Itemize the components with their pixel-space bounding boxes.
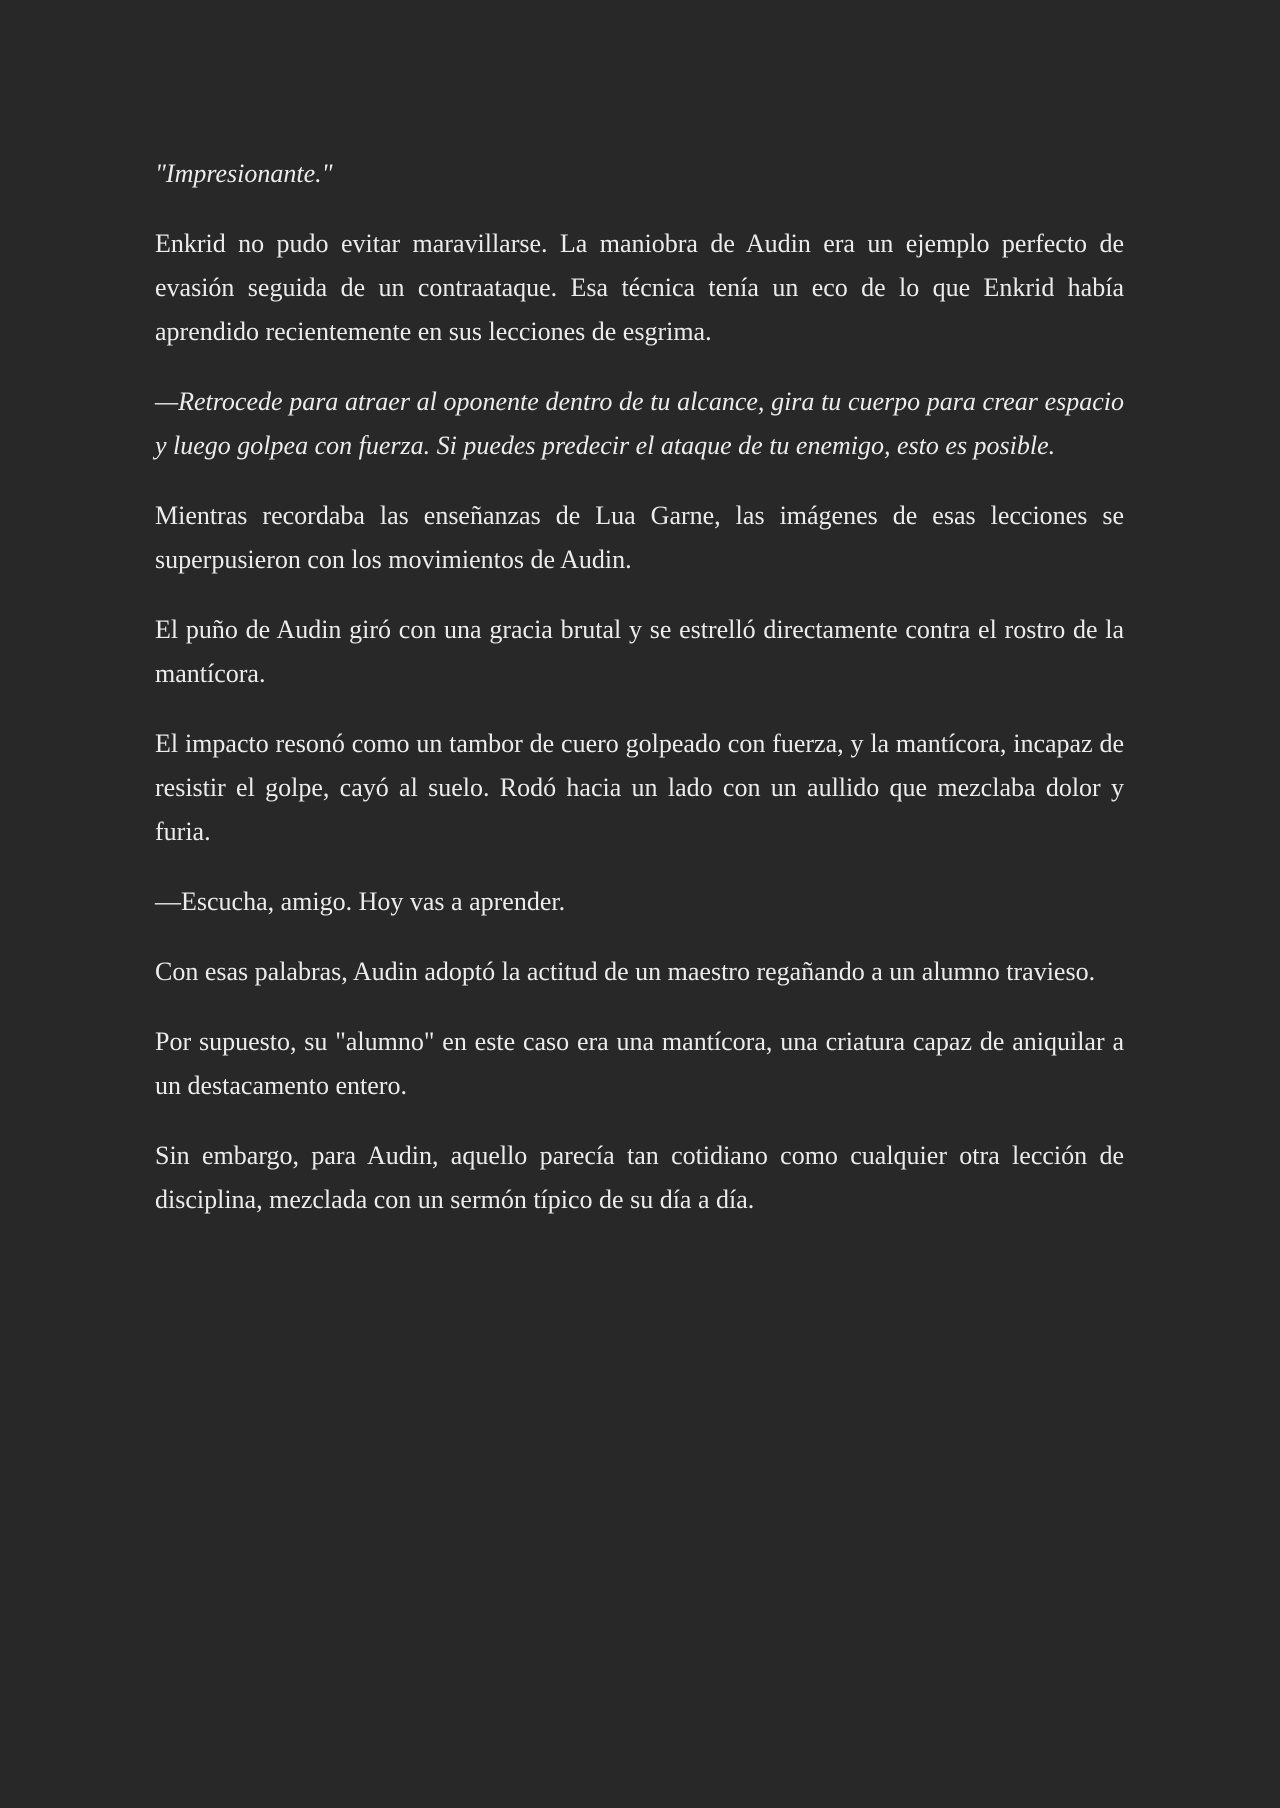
paragraph-enkrid-marvels: Enkrid no pudo evitar maravillarse. La maniobra de Audin era un ejemplo perfecto de evasión seguida de un contraataque. Esa técnica tenía un eco de lo que Enkrid había aprendido recientemente en sus lecciones de esgrima. xyxy=(155,229,1124,346)
paragraph-alumno-manticora: Por supuesto, su "alumno" en este caso era una mantícora, una criatura capaz de aniquilar a un destacamento entero. xyxy=(155,1027,1124,1100)
paragraph-lesson-recall: —Retrocede para atraer al oponente dentro de tu alcance, gira tu cuerpo para crear espacio y luego golpea con fuerza. Si puedes predecir el ataque de tu enemigo, esto es posible. xyxy=(155,387,1124,460)
paragraph-impact: El impacto resonó como un tambor de cuero golpeado con fuerza, y la mantícora, incapaz de resistir el golpe, cayó al suelo. Rodó hacia un lado con un aullido que mezclaba dolor y furia. xyxy=(155,729,1124,846)
paragraph-cotidiano: Sin embargo, para Audin, aquello parecía tan cotidiano como cualquier otra lección de disciplina, mezclada con un sermón típico de su día a día. xyxy=(155,1141,1124,1214)
paragraph-audin-punch: El puño de Audin giró con una gracia brutal y se estrelló directamente contra el rostro de la mantícora. xyxy=(155,615,1124,688)
paragraph-lua-garne-teachings: Mientras recordaba las enseñanzas de Lua Garne, las imágenes de esas lecciones se superpusieron con los movimientos de Audin. xyxy=(155,501,1124,574)
paragraph-maestro-attitude: Con esas palabras, Audin adoptó la actitud de un maestro regañando a un alumno travieso. xyxy=(155,957,1096,986)
paragraph-dialogue-escucha: —Escucha, amigo. Hoy vas a aprender. xyxy=(155,887,566,916)
paragraph-quote-impresionante: "Impresionante." xyxy=(155,159,333,188)
